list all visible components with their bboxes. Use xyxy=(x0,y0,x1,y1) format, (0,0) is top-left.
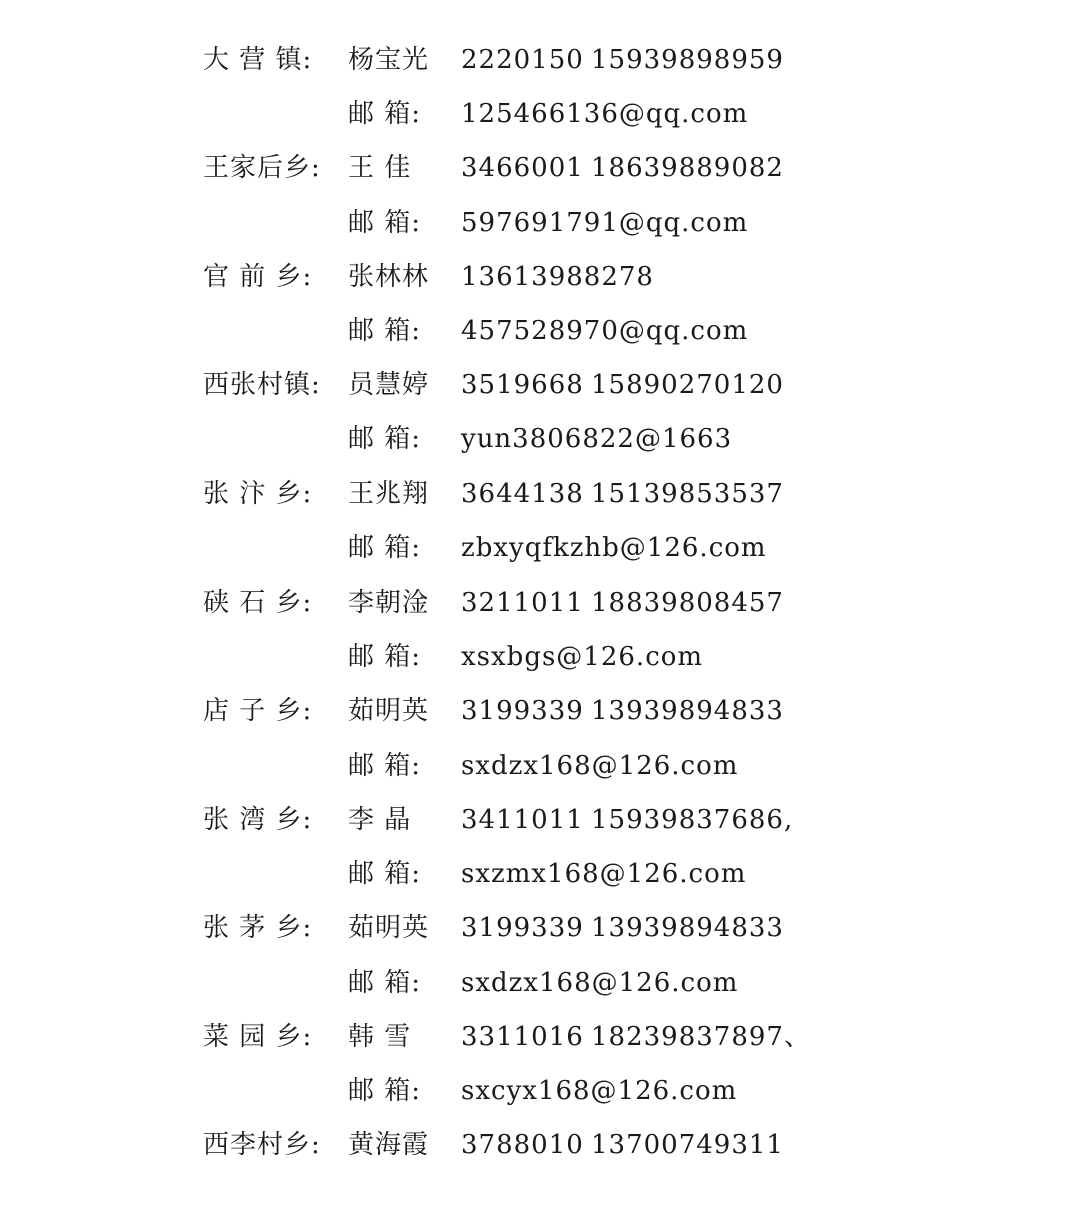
email-label: 邮 箱: xyxy=(348,968,422,998)
mobile-phone: 13939894833 xyxy=(591,696,784,726)
email-label: 邮 箱: xyxy=(348,859,422,889)
email-address: sxzmx168@126.com xyxy=(461,859,747,889)
town-name: 店 子 乡: xyxy=(203,696,313,726)
contact-row xyxy=(0,250,1080,304)
contact-row xyxy=(0,1118,1080,1172)
contact-name: 李朝淦 xyxy=(348,588,430,618)
town-name: 西李村乡: xyxy=(203,1130,321,1160)
mobile-phone: 13700749311 xyxy=(591,1130,784,1160)
email-row xyxy=(0,739,1080,793)
contact-name: 李 晶 xyxy=(348,805,412,835)
email-address: sxdzx168@126.com xyxy=(461,751,739,781)
contact-name: 杨宝光 xyxy=(348,45,430,75)
contact-row xyxy=(0,1010,1080,1064)
office-phone: 3311016 xyxy=(461,1022,584,1052)
email-row xyxy=(0,630,1080,684)
email-address: 597691791@qq.com xyxy=(461,208,749,238)
contact-row xyxy=(0,793,1080,847)
email-row xyxy=(0,304,1080,358)
mobile-phone: 15890270120 xyxy=(591,370,784,400)
contact-name: 员慧婷 xyxy=(348,370,430,400)
email-address: 125466136@qq.com xyxy=(461,99,749,129)
email-row xyxy=(0,956,1080,1010)
email-label: 邮 箱: xyxy=(348,1076,422,1106)
office-phone: 3211011 xyxy=(461,588,584,618)
contact-name: 茹明英 xyxy=(348,913,430,943)
town-name: 张 湾 乡: xyxy=(203,805,313,835)
mobile-phone: 18639889082 xyxy=(591,153,784,183)
email-label: 邮 箱: xyxy=(348,208,422,238)
email-address: yun3806822@1663 xyxy=(461,424,733,454)
town-name: 张 汴 乡: xyxy=(203,479,313,509)
email-address: sxdzx168@126.com xyxy=(461,968,739,998)
town-name: 西张村镇: xyxy=(203,370,321,400)
office-phone: 3199339 xyxy=(461,913,584,943)
email-row xyxy=(0,196,1080,250)
email-label: 邮 箱: xyxy=(348,533,422,563)
town-name: 官 前 乡: xyxy=(203,262,313,292)
email-address: sxcyx168@126.com xyxy=(461,1076,738,1106)
contact-name: 王 佳 xyxy=(348,153,412,183)
email-row xyxy=(0,521,1080,575)
contact-row xyxy=(0,684,1080,738)
email-label: 邮 箱: xyxy=(348,99,422,129)
email-label: 邮 箱: xyxy=(348,751,422,781)
town-name: 菜 园 乡: xyxy=(203,1022,313,1052)
town-name: 硖 石 乡: xyxy=(203,588,313,618)
mobile-phone: 15139853537 xyxy=(591,479,784,509)
contact-row xyxy=(0,467,1080,521)
contact-row xyxy=(0,358,1080,412)
contact-row xyxy=(0,141,1080,195)
email-row xyxy=(0,412,1080,466)
contact-name: 韩 雪 xyxy=(348,1022,412,1052)
mobile-phone: 15939898959 xyxy=(591,45,784,75)
office-phone: 3788010 xyxy=(461,1130,584,1160)
contact-row xyxy=(0,576,1080,630)
mobile-phone: 13939894833 xyxy=(591,913,784,943)
email-row xyxy=(0,847,1080,901)
mobile-phone: 18239837897、 xyxy=(591,1022,811,1052)
email-label: 邮 箱: xyxy=(348,316,422,346)
office-phone: 3519668 xyxy=(461,370,584,400)
mobile-phone: 13613988278 xyxy=(461,262,654,292)
contact-row xyxy=(0,33,1080,87)
office-phone: 3466001 xyxy=(461,153,584,183)
email-label: 邮 箱: xyxy=(348,642,422,672)
email-address: xsxbgs@126.com xyxy=(461,642,704,672)
email-row xyxy=(0,87,1080,141)
contact-name: 张林林 xyxy=(348,262,430,292)
office-phone: 3411011 xyxy=(461,805,584,835)
contact-name: 黄海霞 xyxy=(348,1130,430,1160)
contact-row xyxy=(0,901,1080,955)
town-name: 张 茅 乡: xyxy=(203,913,313,943)
mobile-phone: 18839808457 xyxy=(591,588,784,618)
office-phone: 3199339 xyxy=(461,696,584,726)
email-label: 邮 箱: xyxy=(348,424,422,454)
town-name: 王家后乡: xyxy=(203,153,321,183)
town-name: 大 营 镇: xyxy=(203,45,313,75)
email-row xyxy=(0,1064,1080,1118)
contact-name: 茹明英 xyxy=(348,696,430,726)
email-address: 457528970@qq.com xyxy=(461,316,749,346)
contact-name: 王兆翔 xyxy=(348,479,430,509)
office-phone: 3644138 xyxy=(461,479,584,509)
mobile-phone: 15939837686, xyxy=(591,805,794,835)
email-address: zbxyqfkzhb@126.com xyxy=(461,533,767,563)
office-phone: 2220150 xyxy=(461,45,584,75)
